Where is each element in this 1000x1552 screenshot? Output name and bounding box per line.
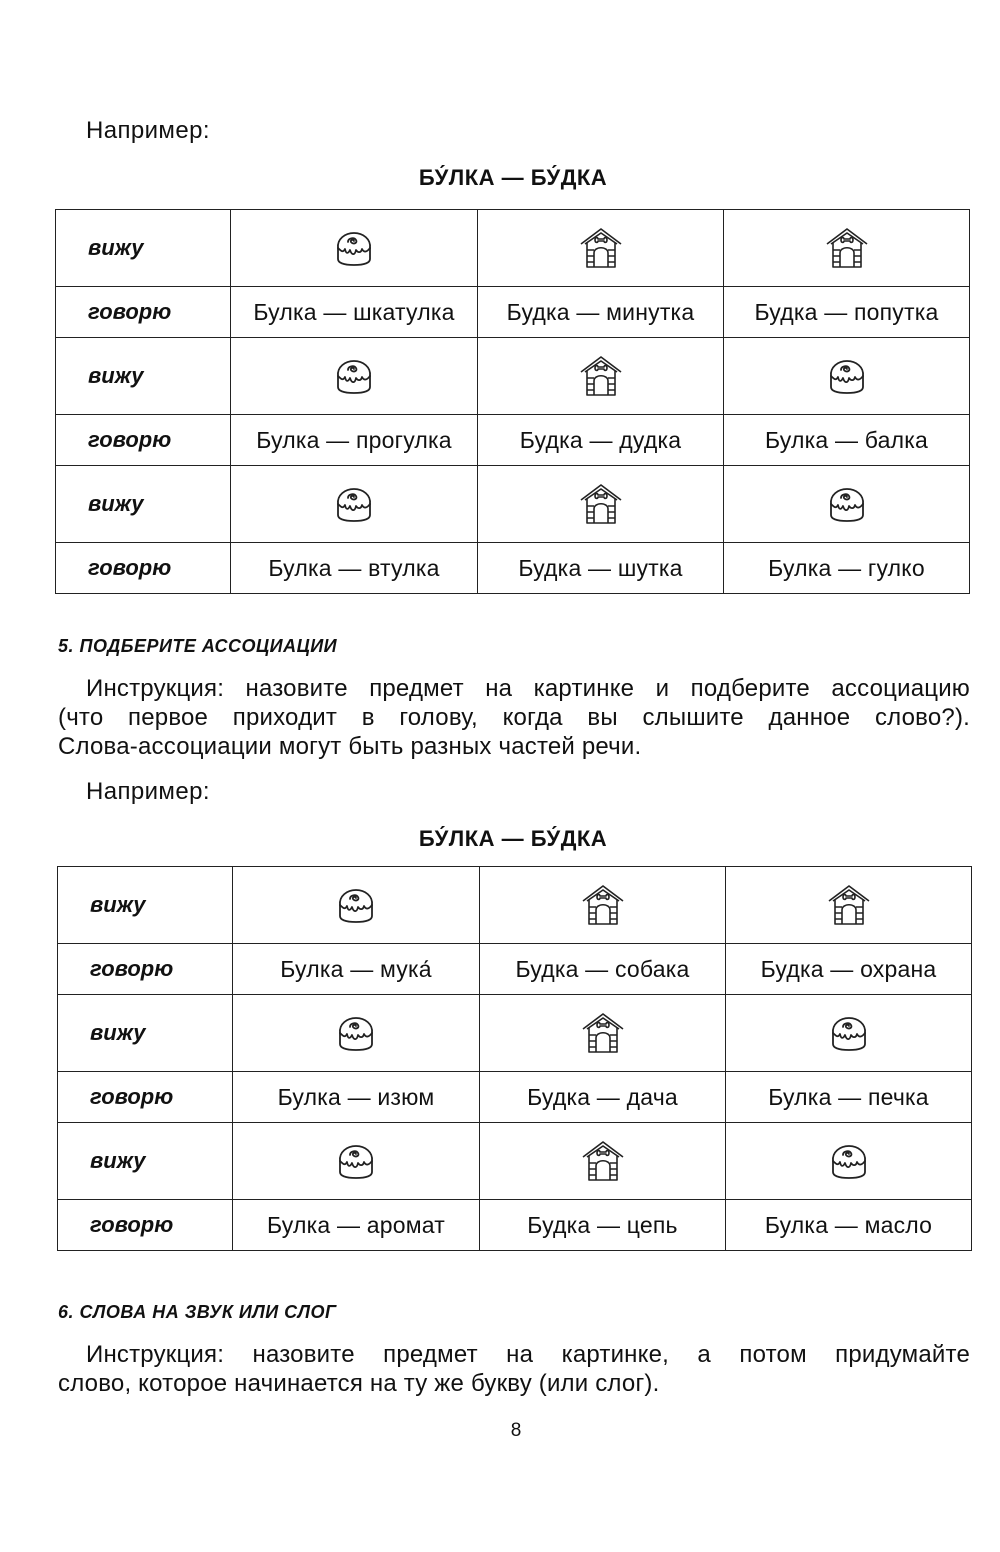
table-row-see (56, 466, 970, 543)
row-label: говорю (56, 287, 231, 338)
doghouse-icon (480, 1138, 725, 1184)
picture-cell (726, 867, 972, 944)
bun-icon (724, 482, 969, 526)
picture-cell (724, 210, 970, 287)
bun-icon (233, 1011, 479, 1055)
word-pair-cell: Булка — мука́ (233, 944, 480, 995)
bun-icon (726, 1139, 971, 1183)
doghouse-icon (726, 882, 971, 928)
picture-cell (231, 210, 478, 287)
bun-icon (726, 1011, 971, 1055)
table-row-say (58, 1200, 972, 1251)
table-row-say (56, 415, 970, 466)
table-2 (57, 866, 972, 1251)
bun-icon (231, 226, 477, 270)
row-label: вижу (56, 210, 231, 287)
example-label-2: Например: (86, 778, 210, 805)
table-row-see (58, 995, 972, 1072)
word-pair-cell: Будка — минутка (478, 287, 724, 338)
picture-cell (231, 338, 478, 415)
table-row-say (56, 287, 970, 338)
row-label: вижу (56, 338, 231, 415)
section-6-heading: 6. СЛОВА НА ЗВУК ИЛИ СЛОГ (58, 1302, 337, 1322)
word-pair-cell: Будка — охрана (726, 944, 972, 995)
page-number: 8 (510, 1420, 522, 1441)
bun-icon (724, 354, 969, 398)
picture-cell (233, 1123, 480, 1200)
picture-cell (726, 995, 972, 1072)
instruction-line: Инструкция: назовите предмет на картинке и подберите ассоциацию (86, 675, 970, 702)
instruction-line: (что первое приходит в голову, когда вы слышите данное слово?). (58, 704, 970, 731)
word-pair-cell: Будка — попутка (724, 287, 970, 338)
table-row-see (56, 210, 970, 287)
picture-cell (478, 338, 724, 415)
word-pair-cell: Булка — балка (724, 415, 970, 466)
picture-cell (724, 338, 970, 415)
picture-cell (233, 995, 480, 1072)
instruction-line: Слова-ассоциации могут быть разных частей речи. (58, 733, 642, 760)
table-row-say (58, 1072, 972, 1123)
picture-cell (726, 1123, 972, 1200)
row-label: говорю (56, 543, 231, 594)
table-row-say (58, 944, 972, 995)
instruction-line: слово, которое начинается на ту же букву (или слог). (58, 1370, 660, 1397)
word-pair-cell: Будка — дудка (478, 415, 724, 466)
row-label: вижу (58, 867, 233, 944)
doghouse-icon (478, 353, 723, 399)
word-pair-cell: Булка — шкатулка (231, 287, 478, 338)
section-6-instruction (58, 1340, 970, 1398)
word-pair-cell: Будка — цепь (480, 1200, 726, 1251)
word-pair-cell: Булка — изюм (233, 1072, 480, 1123)
table-row-see (58, 867, 972, 944)
bun-icon (231, 354, 477, 398)
table-row-see (56, 338, 970, 415)
row-label: вижу (58, 1123, 233, 1200)
row-label: говорю (58, 1072, 233, 1123)
picture-cell (478, 210, 724, 287)
picture-cell (231, 466, 478, 543)
picture-cell (233, 867, 480, 944)
example-label-1: Например: (86, 117, 210, 144)
title-2: БУ́ЛКА — БУ́ДКА (418, 826, 608, 851)
word-pair-cell: Булка — гулко (724, 543, 970, 594)
section-5-heading: 5. ПОДБЕРИТЕ АССОЦИАЦИИ (58, 636, 338, 656)
row-label: говорю (56, 415, 231, 466)
section-5-instruction (58, 674, 970, 761)
word-pair-cell: Булка — втулка (231, 543, 478, 594)
doghouse-icon (480, 882, 725, 928)
row-label: вижу (56, 466, 231, 543)
row-label: говорю (58, 944, 233, 995)
title-1: БУ́ЛКА — БУ́ДКА (418, 165, 608, 190)
doghouse-icon (724, 225, 969, 271)
row-label: вижу (58, 995, 233, 1072)
picture-cell (480, 1123, 726, 1200)
word-pair-cell: Булка — прогулка (231, 415, 478, 466)
table-row-say (56, 543, 970, 594)
word-pair-cell: Будка — шутка (478, 543, 724, 594)
word-pair-cell: Булка — аромат (233, 1200, 480, 1251)
picture-cell (478, 466, 724, 543)
word-pair-cell: Будка — дача (480, 1072, 726, 1123)
picture-cell (724, 466, 970, 543)
bun-icon (233, 883, 479, 927)
row-label: говорю (58, 1200, 233, 1251)
doghouse-icon (478, 225, 723, 271)
bun-icon (231, 482, 477, 526)
word-pair-cell: Булка — масло (726, 1200, 972, 1251)
table-row-see (58, 1123, 972, 1200)
picture-cell (480, 867, 726, 944)
picture-cell (480, 995, 726, 1072)
instruction-line: Инструкция: назовите предмет на картинке, а потом придумайте (86, 1341, 970, 1368)
doghouse-icon (478, 481, 723, 527)
bun-icon (233, 1139, 479, 1183)
word-pair-cell: Булка — печка (726, 1072, 972, 1123)
word-pair-cell: Будка — собака (480, 944, 726, 995)
table-1 (55, 209, 970, 594)
doghouse-icon (480, 1010, 725, 1056)
